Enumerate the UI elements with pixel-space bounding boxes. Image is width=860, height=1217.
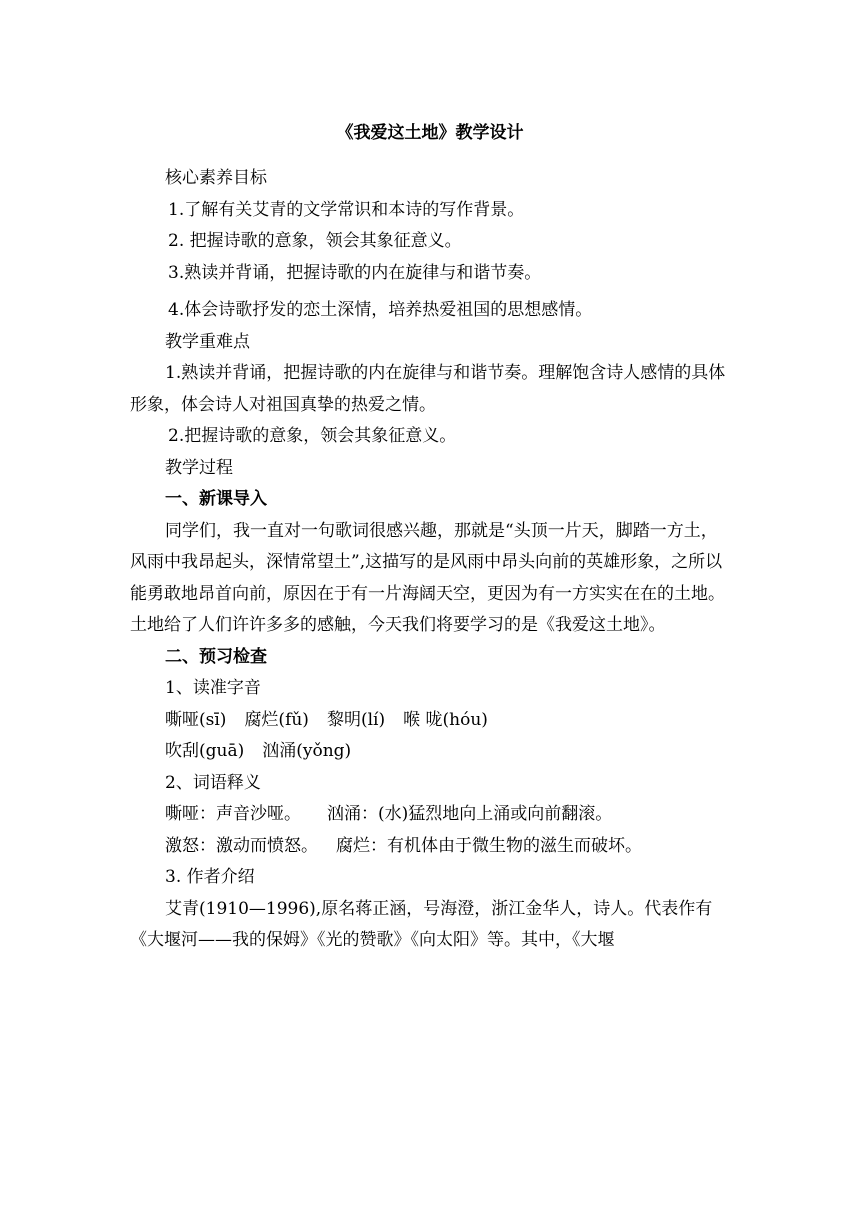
subsection-heading: 3. 作者介绍 <box>165 867 255 887</box>
document-title: 《我爱这土地》教学设计 <box>336 123 524 143</box>
section-paragraph: 同学们，我一直对一句歌词很感兴趣，那就是“头顶一片天，脚踏一方土，风雨中我昂起头，深情常望土”,这描写的是风雨中昂头向前的英雄形象，之所以能勇敢地昂首向前，原因在于有一片海阔天空，更因为有一方实实在在的土地。土地给了人们许许多多的感触，今天我们将要学习的是《我爱这土地》。 <box>130 520 725 635</box>
process-heading: 教学过程 <box>165 457 233 478</box>
goals-heading: 核心素养目标 <box>165 168 267 188</box>
subsection-heading: 1、读准字音 <box>165 678 261 698</box>
pronunciation-item: 黎明(lí) <box>326 709 386 730</box>
pronunciation-item: 汹涌(yǒng) <box>262 741 352 761</box>
vocab-row <box>130 799 728 831</box>
key-point-item: 2.把握诗歌的意象，领会其象征意义。 <box>168 426 457 446</box>
pronunciation-item: 嘶哑(sī) <box>165 709 227 730</box>
vocab-row <box>130 831 728 863</box>
key-point-item: 1.熟读并背诵，把握诗歌的内在旋律与和谐节奏。理解饱含诗人感情的具体形象，体会诗人对祖国真挚的热爱之情。 <box>130 363 726 415</box>
vocab-item: 嘶哑：声音沙哑。 <box>165 804 301 824</box>
pronunciation-item: 腐烂(fǔ) <box>244 709 309 730</box>
document-body <box>130 163 728 957</box>
section-heading: 一、新课导入 <box>165 489 267 509</box>
subsection-heading: 2、词语释义 <box>165 772 261 793</box>
pronunciation-item: 喉 咙(hóu) <box>403 709 488 730</box>
key-points-heading: 教学重难点 <box>165 331 250 352</box>
pronunciation-item: 吹刮(guā) <box>165 741 245 761</box>
goal-item: 4.体会诗歌抒发的恋土深情，培养热爱祖国的思想感情。 <box>168 300 593 320</box>
vocab-item: 腐烂：有机体由于微生物的滋生而破坏。 <box>336 835 642 856</box>
goal-item: 1.了解有关艾青的文学常识和本诗的写作背景。 <box>168 199 525 220</box>
author-paragraph: 艾青(1910—1996),原名蒋正涵，号海澄，浙江金华人，诗人。代表作有《大堰河——我的保姆》《光的赞歌》《向太阳》等。其中，《大堰 <box>130 898 713 950</box>
section-heading: 二、预习检查 <box>165 646 267 667</box>
goal-item: 2. 把握诗歌的意象，领会其象征意义。 <box>168 231 462 251</box>
pronunciation-row <box>130 736 728 768</box>
pronunciation-row <box>130 705 728 737</box>
vocab-item: 汹涌：(水)猛烈地向上涌或向前翻滚。 <box>327 804 613 824</box>
goal-item: 3.熟读并背诵，把握诗歌的内在旋律与和谐节奏。 <box>168 262 542 283</box>
vocab-item: 激怒：激动而愤怒。 <box>165 835 318 856</box>
